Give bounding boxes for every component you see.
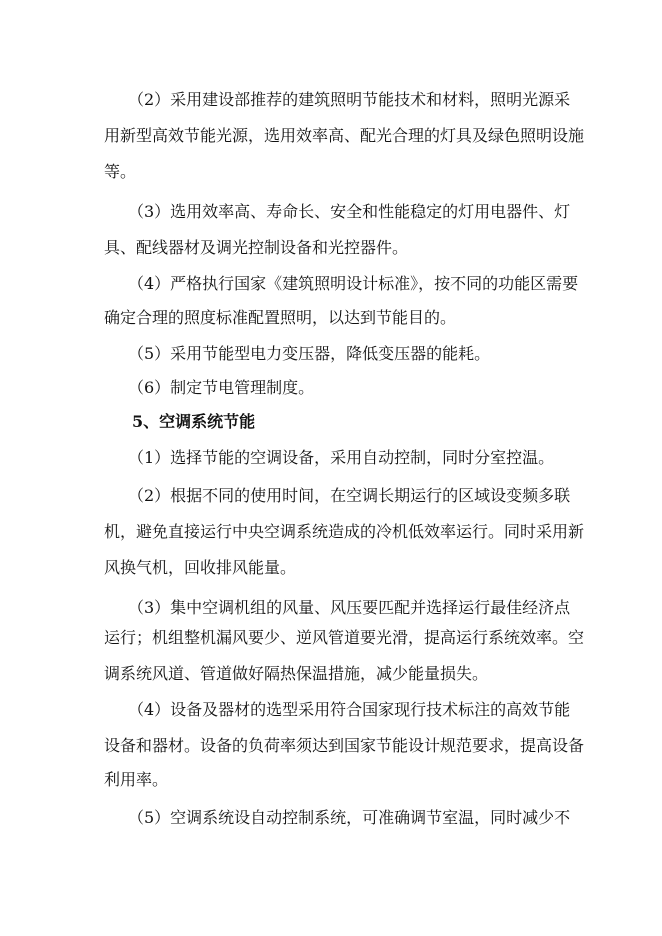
paragraph-6: （6）制定节电管理制度。 [128, 378, 315, 397]
paragraph-4-line-1: （4）严格执行国家《建筑照明设计标准》，按不同的功能区需要 [128, 274, 579, 293]
hvac-paragraph-2-line-1: （2）根据不同的使用时间，在空调长期运行的区域设变频多联 [128, 486, 571, 505]
hvac-paragraph-3-line-1: （3）集中空调机组的风量、风压要匹配并选择运行最佳经济点 [128, 598, 571, 617]
paragraph-5: （5）采用节能型电力变压器，降低变压器的能耗。 [128, 344, 491, 363]
paragraph-3-line-1: （3）选用效率高、寿命长、安全和性能稳定的灯用电器件、灯 [128, 202, 571, 221]
hvac-paragraph-4-line-3: 利用率。 [104, 770, 169, 789]
hvac-paragraph-5-line-1: （5）空调系统设自动控制系统，可准确调节室温，同时减少不 [128, 808, 571, 827]
hvac-paragraph-4-line-2: 设备和器材。设备的负荷率须达到国家节能设计规范要求，提高设备 [104, 736, 585, 755]
hvac-paragraph-3-line-2: 运行；机组整机漏风要少、逆风管道要光滑，提高运行系统效率。空 [104, 628, 585, 647]
hvac-paragraph-3-line-3: 调系统风道、管道做好隔热保温措施，减少能量损失。 [104, 664, 489, 683]
paragraph-4-line-2: 确定合理的照度标准配置照明，以达到节能目的。 [104, 308, 457, 327]
paragraph-2-line-1: （2）采用建设部推荐的建筑照明节能技术和材料，照明光源采 [128, 90, 571, 109]
hvac-paragraph-2-line-3: 风换气机，回收排风能量。 [104, 558, 297, 577]
paragraph-2-line-2: 用新型高效节能光源，选用效率高、配光合理的灯具及绿色照明设施 [104, 126, 585, 145]
paragraph-3-line-2: 具、配线器材及调光控制设备和光控器件。 [104, 238, 409, 257]
hvac-paragraph-1: （1）选择节能的空调设备，采用自动控制，同时分室控温。 [128, 448, 555, 467]
section-heading: 5、空调系统节能 [132, 412, 256, 431]
paragraph-2-line-3: 等。 [104, 162, 137, 181]
hvac-paragraph-4-line-1: （4）设备及器材的选型采用符合国家现行技术标注的高效节能 [128, 700, 571, 719]
hvac-paragraph-2-line-2: 机，避免直接运行中央空调系统造成的冷机低效率运行。同时采用新 [104, 522, 585, 541]
